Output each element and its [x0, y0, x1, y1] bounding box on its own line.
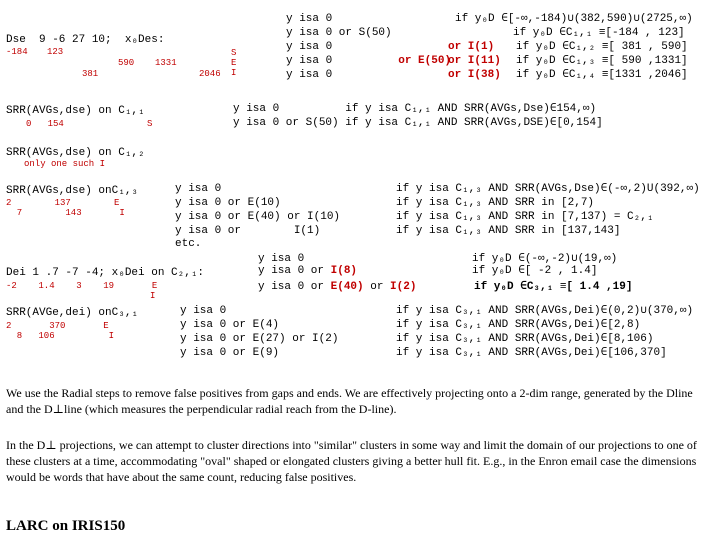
condition-line: if y isa C₃,₁ AND SRR(AVGs,Dei)∈[2,8) [396, 319, 641, 331]
condition-line: if y₀D ∈(-∞,-2)∪(19,∞) [472, 253, 618, 265]
rule-line: y isa 0 [286, 41, 333, 53]
dse-value: 1331 [155, 58, 177, 68]
srr-header: SRR(AVGs,dse) on C₁,₂ [6, 147, 145, 159]
rule-line: y isa 0 or E(50) [286, 55, 452, 67]
rule-line: etc. [175, 238, 202, 250]
rule-term: or E(50) [398, 55, 452, 67]
rule-line: y isa 0 or E(27) or I(2) [180, 333, 339, 345]
condition-line: if y₀D ∈C₃,₁ ≡[ 1.4 ,19] [474, 281, 633, 293]
srr-values: 0 154 [26, 119, 64, 129]
dse-header: Dse 9 -6 27 10; x₀Des: [6, 34, 165, 46]
class-label-s: S [231, 48, 237, 58]
condition-line: if y isa C₁,₃ AND SRR in [2,7) [396, 197, 595, 209]
dei-header: Dei 1 .7 -7 -4; x₀Dei on C₂,₁: [6, 267, 205, 279]
rule-line: y isa 0 or E(40) or I(10) [175, 211, 341, 223]
dse-value: 2046 [199, 69, 221, 79]
rule-term: S(50) [358, 27, 392, 39]
dse-value: 381 [82, 69, 99, 79]
srr-header: SRR(AVGs,dse) on C₁,₁ [6, 105, 145, 117]
condition-line: if y₀D ∈[ -2 , 1.4] [472, 265, 598, 277]
rule-line: y isa 0 or S(50) if y isa C₁,₁ AND SRR(AVGs,DSE)∈[0,154] [233, 117, 603, 129]
class-label-i: I [231, 68, 237, 78]
srr-values: 7 143 I [6, 208, 125, 218]
condition-line: if y isa C₃,₁ AND SRR(AVGs,Dei)∈(0,2)∪(370,∞) [396, 305, 694, 317]
condition-line: if y₀D ∈C₁,₃ ≡[ 590 ,1331] [516, 55, 688, 67]
srr-header: SRR(AVGs,dse) onC₁,₃ [6, 185, 139, 197]
condition-line: if y isa C₃,₁ AND SRR(AVGs,Dei)∈[8,106) [396, 333, 654, 345]
srr-header: SRR(AVGe,dei) onC₃,₁ [6, 307, 139, 319]
srr-values: 2 370 E [6, 321, 109, 331]
rule-line: y isa 0 [258, 253, 305, 265]
condition-line: if y₀D ∈C₁,₄ ≡[1331 ,2046] [516, 69, 688, 81]
dei-values: -2 1.4 3 19 E [6, 281, 158, 291]
rule-line: y isa 0 or I(8) [258, 265, 358, 277]
note: only one such I [24, 159, 106, 169]
or-term: or I(1) [448, 41, 495, 53]
rule-line: y isa 0 or I(1) [175, 225, 321, 237]
dse-value: 590 [118, 58, 135, 68]
or-term: or I(11) [448, 55, 501, 67]
dse-value: -184 [6, 47, 28, 57]
class-label-i: I [150, 291, 156, 301]
rule-line: y isa 0 or E(40) or I(2) [258, 281, 417, 293]
dse-value: 123 [47, 47, 64, 57]
rule-line: y isa 0 [180, 305, 227, 317]
rule-line: y isa 0 or E(4) [180, 319, 280, 331]
paragraph: We use the Radial steps to remove false positives from gaps and ends. We are effectively projecting onto a 2-dim range, generated by the Dline and the D⊥line (which measures the perpendicular radial reach from the D-line). [6, 386, 693, 416]
srr-values: 2 137 E [6, 198, 120, 208]
rule-line: y isa 0 if y isa C₁,₁ AND SRR(AVGs,Dse)∈154,∞) [233, 103, 597, 115]
condition-line: if y₀D ∈[-∞,-184)∪(382,590)∪(2725,∞) [455, 13, 693, 25]
slide-title: LARC on IRIS150 [6, 518, 126, 534]
condition-line: if y isa C₁,₃ AND SRR in [7,137) = C₂,₁ [396, 211, 654, 223]
condition-line: if y isa C₁,₃ AND SRR in [137,143] [396, 225, 621, 237]
rule-line: y isa 0 [286, 69, 333, 81]
rule-line: y isa 0 [175, 183, 222, 195]
condition-line: if y isa C₃,₁ AND SRR(AVGs,Dei)∈[106,370] [396, 347, 667, 359]
srr-values: 8 106 I [6, 331, 115, 341]
rule-line: y isa 0 or S(50) [286, 27, 392, 39]
or-term: or I(38) [448, 69, 501, 81]
condition-line: if y₀D ∈C₁,₂ ≡[ 381 , 590] [516, 41, 688, 53]
rule-line: y isa 0 or E(10) [175, 197, 281, 209]
class-label-e: E [231, 58, 237, 68]
rule-line: y isa 0 [286, 13, 333, 25]
rule-line: y isa 0 or E(9) [180, 347, 280, 359]
class-label-s: S [147, 119, 153, 129]
condition-line: if y isa C₁,₃ AND SRR(AVGs,Dse)∈(-∞,2)U(392,∞) [396, 183, 700, 195]
paragraph: In the D⊥ projections, we can attempt to cluster directions into "similar" clusters in some way and limit the domain of our projections to one of these clusters at a time, accommodating "oval" shaped or elongated clusters giving a better hull fit. E.g., in the Enron email case the dimensions would be words that have about the same count, reducing false positives. [6, 438, 697, 484]
condition-line: if y₀D ∈C₁,₁ ≡[-184 , 123] [513, 27, 685, 39]
